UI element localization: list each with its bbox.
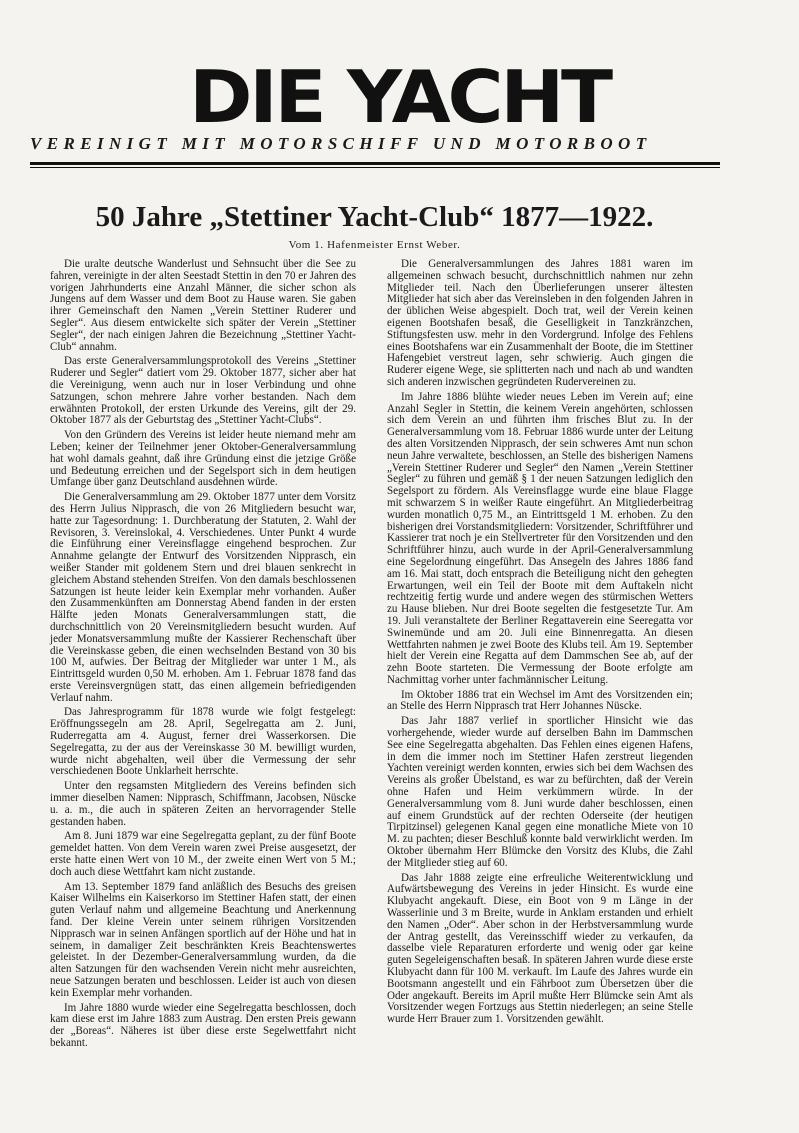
masthead-rule-thin: [30, 167, 720, 168]
masthead-rule-thick: [30, 162, 720, 165]
paragraph: Am 8. Juni 1879 war eine Segelregatta geplant, zu der fünf Boote gemeldet hatten. Von dem Verein waren zwei Preise ausgesetzt, der erste hatte einen Wert von 10 M., der zweite einen Wert von 5 M.; doch auch diese Wettfahrt kam nicht zustande.: [50, 830, 356, 878]
paragraph: Das Jahr 1888 zeigte eine erfreuliche Weiterentwicklung und Aufwärtsbewegung des Vereins in jeder Hinsicht. Es wurde eine Klubyacht angekauft. Diese, ein Boot von 9 m Länge in der Wasserlinie und 3 m Breite, wurde in Anklam erstanden und erhielt den Namen „Oder“. Aber schon in der Herbstversammlung wurde der Antrag gestellt, das Vereinsschiff wieder zu verkaufen, da dasselbe viele Reparaturen erforderte und wenig oder gar keine guten Segeleigenschaften besaß. In späteren Jahren wurde diese erste Klubyacht dann für 100 M. verkauft. Im Laufe des Jahres wurde ein Bootsmann angestellt und ein Fährboot zum Übersetzen über die Oder angekauft. Bereits im April mußte Herr Blümcke sein Amt als Vorsitzender wegen Fortzugs aus Stettin niederlegen; an seine Stelle wurde Herr Brauer zum 1. Vorsitzenden gewählt.: [387, 871, 693, 1026]
paragraph: Die Generalversammlung am 29. Oktober 1877 unter dem Vorsitz des Herrn Julius Nipprasch, die von 26 Mitgliedern besucht war, hatte zur Tagesordnung: 1. Durchberatung der Statuten, 2. Wahl der Revisoren, 3. Vereinslokal, 4. Verschiedenes. Unter Punkt 4 wurde die Einführung einer Vereinsflagge eingehend besprochen. Zur Annahme gelangte der Entwurf des Vorsitzenden Nipprasch, ein weißer Stander mit goldenem Stern und drei blauen senkrecht in gleichem Abstand stehenden Streifen. Von den damals beschlossenen Satzungen ist heute leider kein Exemplar mehr vorhanden. Außer den Zusammenkünften am Donnerstag Abend fanden in der ersten Hälfte jeden Monats Generalversammlungen statt, die durchschnittlich von 20 Vereinsmitgliedern besucht wurden. Auf jeder Monatsversammlung mußte der Kassierer Rechenschaft über die Vereinskasse geben, die einen wechselnden Bestand von 30 bis 100 M, aufwies. Der Beitrag der Mitglieder war unter 1 M., als Eintrittsgeld wurden 0,50 M. erhoben. Am 1. Februar 1878 fand das erste Vereinsvergnügen statt, das einen allgemein befriedigenden Verlauf nahm.: [50, 491, 356, 704]
paragraph: Unter den regsamsten Mitgliedern des Vereins befinden sich immer dieselben Namen: Nipprasch, Schiffmann, Jacobsen, Nüscke u. a. m., die auch in späteren Zeiten an hervorragender Stelle gestanden haben.: [50, 780, 356, 828]
magazine-title: DIE YACHT: [189, 55, 610, 139]
paragraph: Die Generalversammlungen des Jahres 1881 waren im allgemeinen schwach besucht, durchschnittlich nahmen nur zehn Mitglieder teil. Nach den Überlieferungen unserer ältesten Mitglieder hat sich aber das Vereinsleben in den folgenden Jahren in der üblichen Weise abgespielt. Doch trat, weil der Verein keinen eigenen Bootshafen besaß, die Geselligkeit in Tanzkränzchen, Stiftungsfesten usw. mehr in den Vordergrund. Infolge des Fehlens eines Bootshafens war ein Zusammenhalt der Boote, die im Stettiner Hafengebiet verstreut lagen, sehr schwierig. Auch gingen die Ruderer eigene Wege, sie splitterten nach und nach ab und wandten sich anderen inzwischen gegründeten Rudervereinen zu.: [387, 258, 693, 388]
paragraph: Von den Gründern des Vereins ist leider heute niemand mehr am Leben; keiner der Teilnehmer jener Oktober-Generalversammlung hat wohl damals geahnt, daß ihre Gründung einst die jetzige Größe und Bedeutung erreichen und der Segelsport sich in dem heutigen Umfange über ganz Deutschland ausdehnen würde.: [50, 429, 356, 489]
paragraph: Im Oktober 1886 trat ein Wechsel im Amt des Vorsitzenden ein; an Stelle des Herrn Nipprasch trat Herr Johannes Nüscke.: [387, 688, 693, 713]
paragraph: Im Jahre 1886 blühte wieder neues Leben im Verein auf; eine Anzahl Segler in Stettin, die keinem Verein angehörten, schlossen sich dem Verein an und führten ihm frisches Blut zu. In der Generalversammlung vom 18. Februar 1886 wurde unter der Leitung des alten Vorsitzenden Nipprasch, der sein schweres Amt nun schon neun Jahre verwaltete, beschlossen, an Stelle des bisherigen Namens „Verein Stettiner Ruderer und Segler“ den Namen „Verein Stettiner Segler“ zu führen und gemäß § 1 der neuen Satzungen lediglich den Segelsport zu fördern. Als Vereinsflagge wurde eine blaue Flagge mit schwarzem S in weißer Raute eingeführt. An Mitgliederbeitrag wurden monatlich 0,75 M., an Eintrittsgeld 1 M. erhoben. Zu den bisherigen drei Vorstandsmitgliedern: Vorsitzender, Schriftführer und Kassierer trat noch je ein Stellvertreter für den Vorsitzenden und den Schriftführer hinzu, auch wurde in der April-Generalversammlung eine Segelordnung eingeführt. Das Ansegeln des Jahres 1886 fand am 16. Mai statt, doch entsprach die Beteiligung nicht den gehegten Erwartungen, weil ein Teil der Boote mit dem Auftakeln nicht rechtzeitig fertig wurde und andere wegen des stürmischen Wetters zu Hause blieben. Nur drei Boote segelten die festgesetzte Tur. Am 19. Juli veranstaltete der Berliner Regattaverein eine Seeregatta vor Swinemünde und am 20. Juli eine Binnenregatta. An diesen Wettfahrten nahmen je zwei Boote des Klubs teil. Am 19. September hielt der Verein eine Regatta auf dem Dammschen See ab, auf der zehn Boote starteten. Die Vermessung der Boote erfolgte am Nachmittag vorher unter fachmännischer Leitung.: [387, 390, 693, 686]
paragraph: Im Jahre 1880 wurde wieder eine Segelregatta beschlossen, doch kam diese erst im Jahre 1883 zum Austrag. Den ersten Preis gewann der „Boreas“. Näheres ist über diese erste Segelwettfahrt nicht bekannt.: [50, 1001, 356, 1049]
paragraph: Das Jahr 1887 verlief in sportlicher Hinsicht wie das vorhergehende, wieder wurde auf derselben Bahn im Dammschen See eine Segelregatta abgehalten. Das Fehlen eines eigenen Hafens, in dem die immer noch im Stettiner Hafen zerstreut liegenden Yachten vereinigt werden konnten, erwies sich bei dem Wachsen des Vereins als großer Übelstand, es war zu befürchten, daß der Verein ohne Hafen und Heim verkümmern würde. In der Generalversammlung vom 8. Juni wurde daher beschlossen, einen auf einem Grundstück auf der rechten Oderseite (der heutigen Tirpitzinsel) gelegenen Kanal gegen eine monatliche Miete von 10 M. zu pachten; dieser Beschluß konnte bald verwirklicht werden. Im Oktober übernahm Herr Blümcke den Vorsitz des Klubs, die Zahl der Mitglieder stieg auf 60.: [387, 715, 693, 869]
magazine-subtitle: VEREINIGT MIT MOTORSCHIFF UND MOTORBOOT: [30, 134, 652, 153]
left-column: [50, 259, 356, 1053]
article-title: 50 Jahre „Stettiner Yacht-Club“ 1877—1922.: [95, 201, 654, 233]
right-column: [387, 259, 693, 1029]
paragraph: Das erste Generalversammlungsprotokoll des Vereins „Stettiner Ruderer und Segler“ datiert vom 29. Oktober 1877, sicher aber hat die Vereinigung, wenn auch nur in loser Verbindung und ohne Satzungen, schon mehrere Jahre vorher bestanden. Nach dem erwähnten Protokoll, der ersten Urkunde des Vereins, gilt der 29. Oktober 1877 als der Geburtstag des „Stettiner Yacht-Clubs“.: [50, 355, 356, 427]
paragraph: Die uralte deutsche Wanderlust und Sehnsucht über die See zu fahren, vereinigte in der alten Seestadt Stettin in den 70 er Jahren des vorigen Jahrhunderts eine Anzahl Männer, die sicher schon als Jungens auf dem Wasser und dem Boot zu Hause waren. Sie gaben ihrer Gemeinschaft den Namen „Verein Stettiner Ruderer und Segler“. Aus diesem entwickelte sich später der Verein „Stettiner Segler“, der nach einigen Jahren die Bezeichnung „Stettiner Yacht-Club“ annahm.: [50, 258, 356, 353]
masthead: [0, 55, 799, 153]
paragraph: Am 13. September 1879 fand anläßlich des Besuchs des greisen Kaiser Wilhelms ein Kaiserkorso im Stettiner Hafen statt, der einen guten Verlauf nahm und allgemeine Beachtung und Anerkennung fand. Der kleine Verein unter seinem rührigen Vorsitzenden Nipprasch war in seinen Anfängen sportlich auf der Höhe und hat in seinem, in damaliger Zeit beschränkten Kreis Beachtenswertes geleistet. In der Dezember-Generalversammlung wurden, da die alten Satzungen für den wachsenden Verein nicht mehr ausreichten, neue Satzungen beraten und beschlossen. Leider ist auch von diesen kein Exemplar mehr vorhanden.: [50, 880, 356, 999]
paragraph: Das Jahresprogramm für 1878 wurde wie folgt festgelegt: Eröffnungssegeln am 28. April, Segelregatta am 2. Juni, Ruderregatta am 4. August, ferner drei Wasserkorsen. Die Segelregatta, zu der aus der Vereinskasse 30 M. bewilligt wurden, wurde nicht abgehalten, weil über die Vermessung der sehr verschiedenen Boote Unklarheit herrschte.: [50, 706, 356, 778]
article-byline: Vom 1. Hafenmeister Ernst Weber.: [288, 239, 461, 251]
